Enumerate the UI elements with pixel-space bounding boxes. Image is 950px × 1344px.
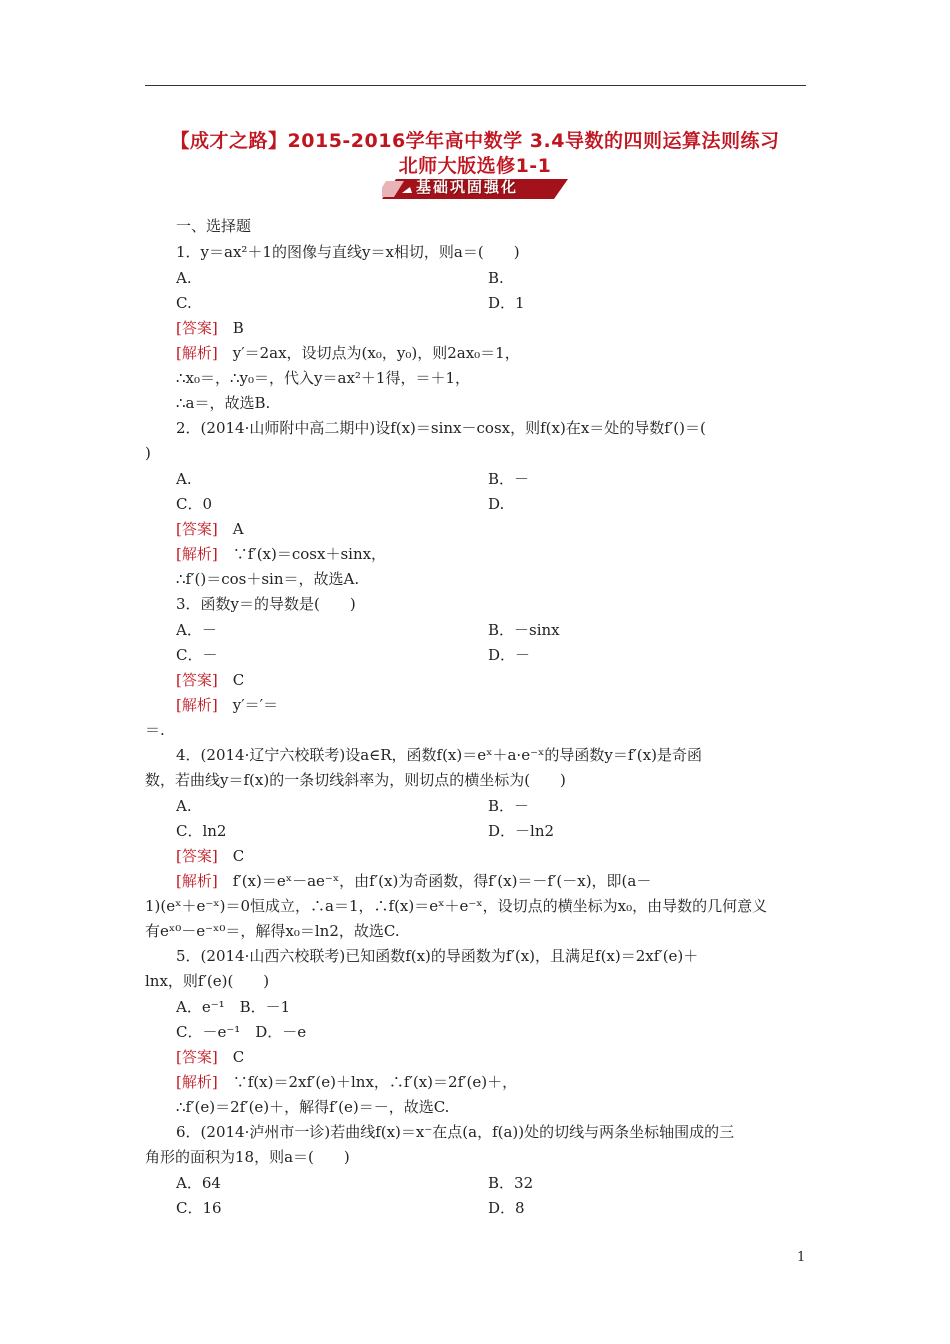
q3-option-b: B．－sinx: [488, 621, 560, 639]
q3-answer: [176, 670, 846, 690]
section-heading: 一、选择题: [176, 217, 252, 235]
answer-value: B: [232, 319, 244, 337]
q3-explanation-2: ＝.: [145, 721, 165, 739]
q1-option-d: D．1: [488, 294, 525, 312]
question-5-cont: lnx，则f′(e)( ): [145, 972, 270, 990]
q4-option-d: D．－ln2: [488, 822, 555, 840]
q6-option-b: B．32: [488, 1174, 534, 1192]
answer-tag: [答案]: [176, 1048, 218, 1066]
question-4: 4．(2014·辽宁六校联考)设a∈R，函数f(x)＝eˣ＋a·e⁻ˣ的导函数y＝f′(x)是奇函: [176, 746, 702, 764]
document-subtitle: 北师大版选修1-1: [398, 155, 552, 177]
q1-option-a: A.: [176, 269, 192, 287]
explanation-text: ∵f′(x)＝cosx＋sinx，: [232, 545, 387, 563]
question-1: 1．y＝ax²＋1的图像与直线y＝x相切，则a＝( ): [176, 243, 520, 261]
q4-option-a: A.: [176, 797, 192, 815]
banner-label: 基础巩固强化: [416, 178, 519, 196]
q6-option-a: A．64: [176, 1174, 221, 1192]
question-4-cont: 数，若曲线y＝f(x)的一条切线斜率为，则切点的横坐标为( ): [145, 771, 566, 789]
question-5: 5．(2014·山西六校联考)已知函数f(x)的导函数为f′(x)，且满足f(x)＝2xf′(e)＋: [176, 947, 699, 965]
explanation-tag: [解析]: [176, 696, 218, 714]
q4-option-c: C．ln2: [176, 822, 227, 840]
explanation-text: ∵f(x)＝2xf′(e)＋lnx，∴f′(x)＝2f′(e)＋，: [232, 1073, 518, 1091]
q3-option-c: C．－: [176, 646, 218, 664]
q3-explanation: [176, 695, 846, 715]
explanation-text: f′(x)＝eˣ－ae⁻ˣ，由f′(x)为奇函数，得f′(x)＝－f′(－x)，即(a－: [232, 872, 652, 890]
q4-explanation-3: 有eˣ⁰－e⁻ˣ⁰＝，解得x₀＝ln2，故选C.: [145, 922, 400, 940]
answer-tag: [答案]: [176, 319, 218, 337]
q1-option-c: C.: [176, 294, 192, 312]
question-2: 2．(2014·山师附中高二期中)设f(x)＝sinx－cosx，则f(x)在x＝处的导数f′()＝(: [176, 419, 706, 437]
answer-value: C: [232, 847, 245, 865]
q6-option-d: D．8: [488, 1199, 525, 1217]
explanation-tag: [解析]: [176, 872, 218, 890]
q1-answer: [176, 318, 846, 338]
answer-value: C: [232, 1048, 245, 1066]
q4-explanation-2: 1)(eˣ＋e⁻ˣ)＝0恒成立，∴a＝1，∴f(x)＝eˣ＋e⁻ˣ，设切点的横坐标为x₀，由导数的几何意义: [145, 897, 768, 915]
q3-option-d: D．－: [488, 646, 531, 664]
q2-explanation-2: ∴f′()＝cos＋sin＝，故选A.: [176, 570, 360, 588]
explanation-text: y′＝2ax，设切点为(x₀，y₀)，则2ax₀＝1，: [232, 344, 520, 362]
q1-option-b: B.: [488, 269, 504, 287]
answer-tag: [答案]: [176, 847, 218, 865]
question-2-cont: ): [145, 444, 151, 462]
question-3: 3．函数y＝的导数是( ): [176, 595, 356, 613]
explanation-tag: [解析]: [176, 344, 218, 362]
q6-option-c: C．16: [176, 1199, 222, 1217]
document-title: 【成才之路】2015-2016学年高中数学 3.4导数的四则运算法则练习: [170, 130, 780, 152]
explanation-tag: [解析]: [176, 1073, 218, 1091]
question-6-cont: 角形的面积为18，则a＝( ): [145, 1148, 350, 1166]
q2-explanation: [176, 544, 846, 564]
q4-explanation: [176, 871, 846, 891]
q5-explanation: [176, 1072, 846, 1092]
question-6: 6．(2014·泸州市一诊)若曲线f(x)＝x⁻在点(a，f(a))处的切线与两条坐标轴围成的三: [176, 1123, 735, 1141]
q2-option-a: A.: [176, 470, 192, 488]
q1-explanation-2: ∴x₀＝，∴y₀＝，代入y＝ax²＋1得，＝＋1，: [176, 369, 471, 387]
q2-option-c: C．0: [176, 495, 213, 513]
q4-answer: [176, 846, 846, 866]
q2-answer: [176, 519, 846, 539]
explanation-tag: [解析]: [176, 545, 218, 563]
answer-tag: [答案]: [176, 520, 218, 538]
answer-tag: [答案]: [176, 671, 218, 689]
answer-value: C: [232, 671, 245, 689]
q1-explanation-3: ∴a＝，故选B.: [176, 394, 271, 412]
page-number: 1: [797, 1250, 806, 1265]
q5-options-ab: A．e⁻¹ B．－1: [176, 998, 291, 1016]
q5-options-cd: C．－e⁻¹ D．－e: [176, 1023, 307, 1041]
q4-option-b: B．－: [488, 797, 530, 815]
q2-option-d: D.: [488, 495, 505, 513]
q2-option-b: B．－: [488, 470, 530, 488]
header-rule: [145, 85, 806, 86]
explanation-text: y′＝′＝: [232, 696, 279, 714]
q3-option-a: A．－: [176, 621, 217, 639]
q5-answer: [176, 1047, 846, 1067]
answer-value: A: [232, 520, 244, 538]
q5-explanation-2: ∴f′(e)＝2f′(e)＋，解得f′(e)＝－，故选C.: [176, 1098, 450, 1116]
q1-explanation: [176, 343, 846, 363]
